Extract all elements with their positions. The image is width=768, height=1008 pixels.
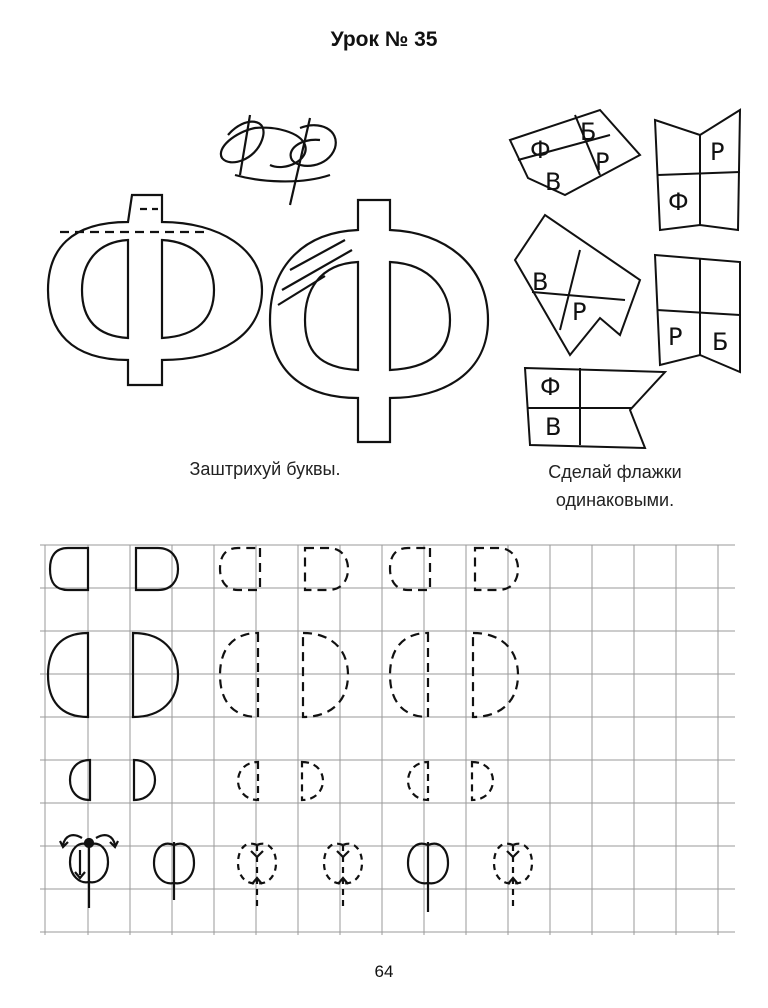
- flag-3-cell-3: В: [532, 268, 549, 296]
- practice-row-4: [60, 835, 532, 912]
- flag-3: [515, 215, 640, 355]
- caption-shade-letters: Заштрихуй буквы.: [189, 459, 341, 479]
- flag-1-cell-2: Б: [580, 118, 597, 146]
- practice-row-3: [70, 760, 493, 800]
- flag-2: [655, 110, 740, 230]
- page-number: 64: [374, 962, 394, 981]
- flag-5: [525, 368, 665, 448]
- big-letter-upper-ef: [48, 195, 262, 385]
- practice-row-1: [50, 548, 518, 590]
- cursive-letters: [221, 115, 336, 205]
- flag-4: [655, 255, 740, 372]
- caption-make-flags-same: Сделай флажки одинаковыми.: [548, 462, 682, 510]
- flag-5-cell-3: В: [545, 413, 562, 441]
- flag-1-cell-4: Р: [595, 148, 610, 176]
- flag-4-cell-3: Р: [668, 323, 683, 351]
- flag-2-cell-2: Р: [710, 138, 725, 166]
- handwriting-grid: [40, 545, 735, 935]
- flag-4-cell-4: Б: [712, 328, 729, 356]
- flag-1-cell-3: В: [545, 168, 562, 196]
- big-letter-lower-ef: [270, 200, 488, 442]
- flag-3-cell-4: Р: [572, 298, 587, 326]
- flag-1-cell-1: Ф: [530, 136, 551, 164]
- flag-1: [510, 110, 640, 196]
- flag-2-cell-3: Ф: [668, 188, 689, 216]
- lesson-title: Урок № 35: [330, 28, 438, 51]
- flag-5-cell-1: Ф: [540, 373, 561, 401]
- practice-row-2: [48, 633, 518, 717]
